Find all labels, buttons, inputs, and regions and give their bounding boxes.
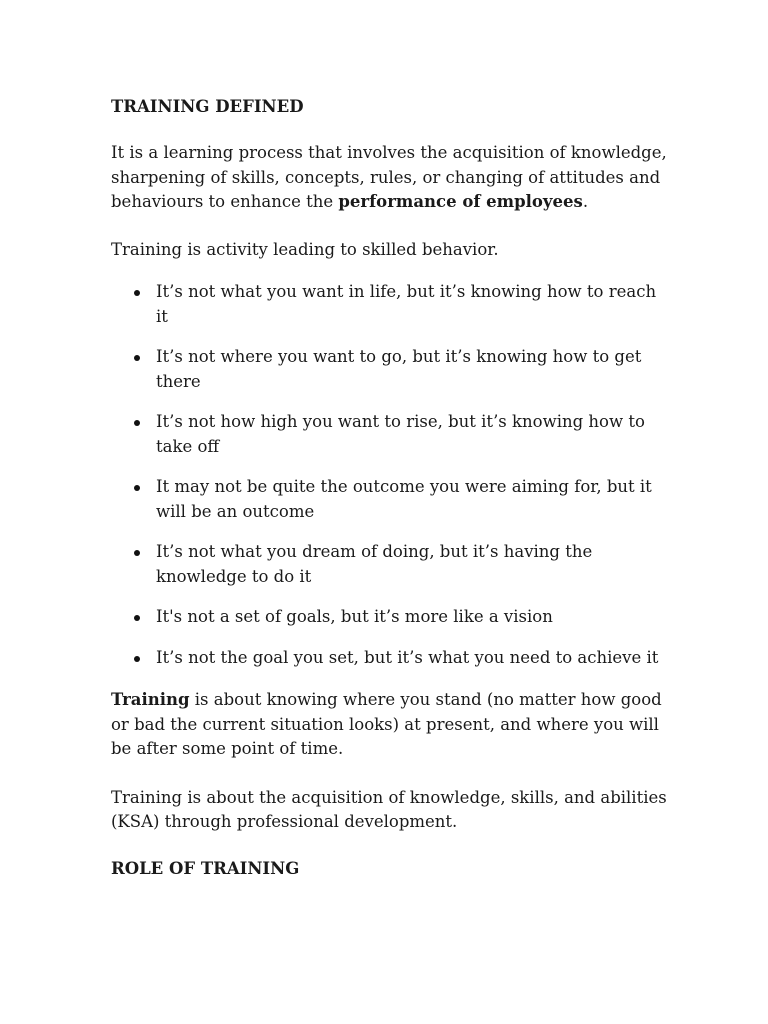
document-page [111, 95, 671, 881]
list-item [156, 540, 671, 589]
list-item-text: It’s not how high you want to rise, but it’s knowing how to take off [156, 412, 645, 456]
list-item-text: It may not be quite the outcome you were aiming for, but it will be an outcome [156, 477, 652, 521]
bullet-icon [134, 656, 140, 662]
list-item-text: It’s not where you want to go, but it’s knowing how to get there [156, 347, 642, 391]
bullet-icon [134, 290, 140, 296]
definition-end: . [582, 192, 589, 211]
bullet-icon [134, 615, 140, 621]
bullet-icon [134, 355, 140, 361]
definition-text: It is a learning process that involves the acquisition of knowledge, sharpening of skills, concepts, rules, or changing of attitudes and behaviours to enhance the [111, 143, 667, 211]
ksa-paragraph: Training is about the acquisition of knowledge, skills, and abilities (KSA) through professional development. [111, 787, 667, 831]
definition-paragraph [111, 141, 671, 215]
list-item-text: It’s not the goal you set, but it’s what you need to achieve it [156, 647, 659, 667]
heading-role-of-training: ROLE OF TRAINING [111, 858, 300, 878]
list-item [156, 410, 671, 459]
list-item-text: It’s not what you want in life, but it’s knowing how to reach it [156, 282, 657, 326]
list-item [156, 605, 671, 630]
list-item-text: It’s not what you dream of doing, but it’s having the knowledge to do it [156, 542, 593, 586]
bullet-icon [134, 420, 140, 426]
bullet-icon [134, 550, 140, 556]
list-item [156, 280, 671, 329]
list-item-text: It's not a set of goals, but it’s more like a vision [156, 607, 553, 626]
stand-text: is about knowing where you stand (no matter how good or bad the current situation looks) at present, and where you will be after some point of time. [111, 690, 662, 758]
heading-training-defined: TRAINING DEFINED [111, 97, 304, 116]
stand-bold-text: Training [111, 690, 190, 709]
activity-paragraph: Training is activity leading to skilled behavior. [111, 239, 499, 259]
stand-paragraph [111, 688, 671, 762]
list-item [156, 475, 671, 524]
bullet-icon [134, 485, 140, 491]
bullet-list [111, 280, 671, 670]
list-item [156, 345, 671, 394]
list-item [156, 646, 671, 671]
definition-bold-text: performance of employees [338, 192, 583, 211]
